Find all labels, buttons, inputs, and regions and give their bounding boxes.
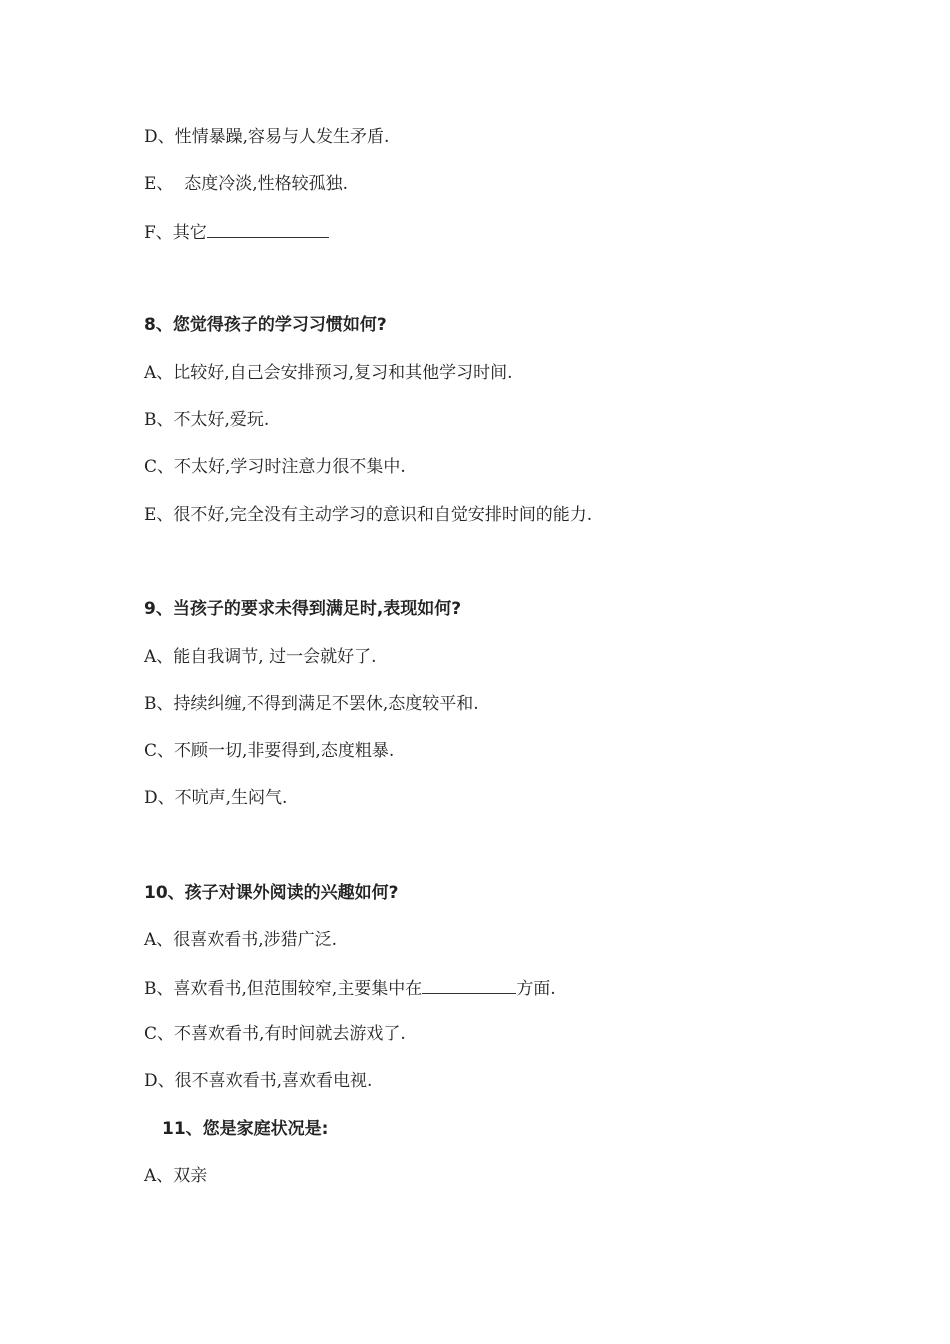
question-8-title: 8、您觉得孩子的学习习惯如何? xyxy=(144,315,387,335)
option-9a: A、能自我调节, 过一会就好了. xyxy=(144,647,377,667)
option-7e: E、 态度冷淡,性格较孤独. xyxy=(144,174,349,194)
option-10b-suffix: 方面. xyxy=(516,979,556,999)
question-9-title: 9、当孩子的要求未得到满足时,表现如何? xyxy=(144,599,462,619)
option-8e: E、很不好,完全没有主动学习的意识和自觉安排时间的能力. xyxy=(144,505,593,525)
option-7f xyxy=(144,219,329,245)
option-7f-label: F、其它 xyxy=(144,223,207,243)
question-11-title: 11、您是家庭状况是: xyxy=(162,1119,329,1139)
fill-in-blank[interactable] xyxy=(422,975,516,994)
option-10a: A、很喜欢看书,涉猎广泛. xyxy=(144,930,338,950)
option-10c: C、不喜欢看书,有时间就去游戏了. xyxy=(144,1024,406,1044)
option-9c: C、不顾一切,非要得到,态度粗暴. xyxy=(144,741,395,761)
option-9b: B、持续纠缠,不得到满足不罢休,态度较平和. xyxy=(144,694,479,714)
option-10b-label: B、喜欢看书,但范围较窄,主要集中在 xyxy=(144,979,423,999)
fill-in-blank[interactable] xyxy=(207,219,329,238)
option-8a: A、比较好,自己会安排预习,复习和其他学习时间. xyxy=(144,363,513,383)
option-9d: D、不吭声,生闷气. xyxy=(144,788,288,808)
option-11a: A、双亲 xyxy=(144,1166,208,1186)
option-10d: D、很不喜欢看书,喜欢看电视. xyxy=(144,1071,373,1091)
option-8c: C、不太好,学习时注意力很不集中. xyxy=(144,457,406,477)
option-8b: B、不太好,爱玩. xyxy=(144,410,270,430)
option-10b xyxy=(144,975,556,1001)
option-7d: D、性情暴躁,容易与人发生矛盾. xyxy=(144,127,390,147)
question-10-title: 10、孩子对课外阅读的兴趣如何? xyxy=(144,883,399,903)
